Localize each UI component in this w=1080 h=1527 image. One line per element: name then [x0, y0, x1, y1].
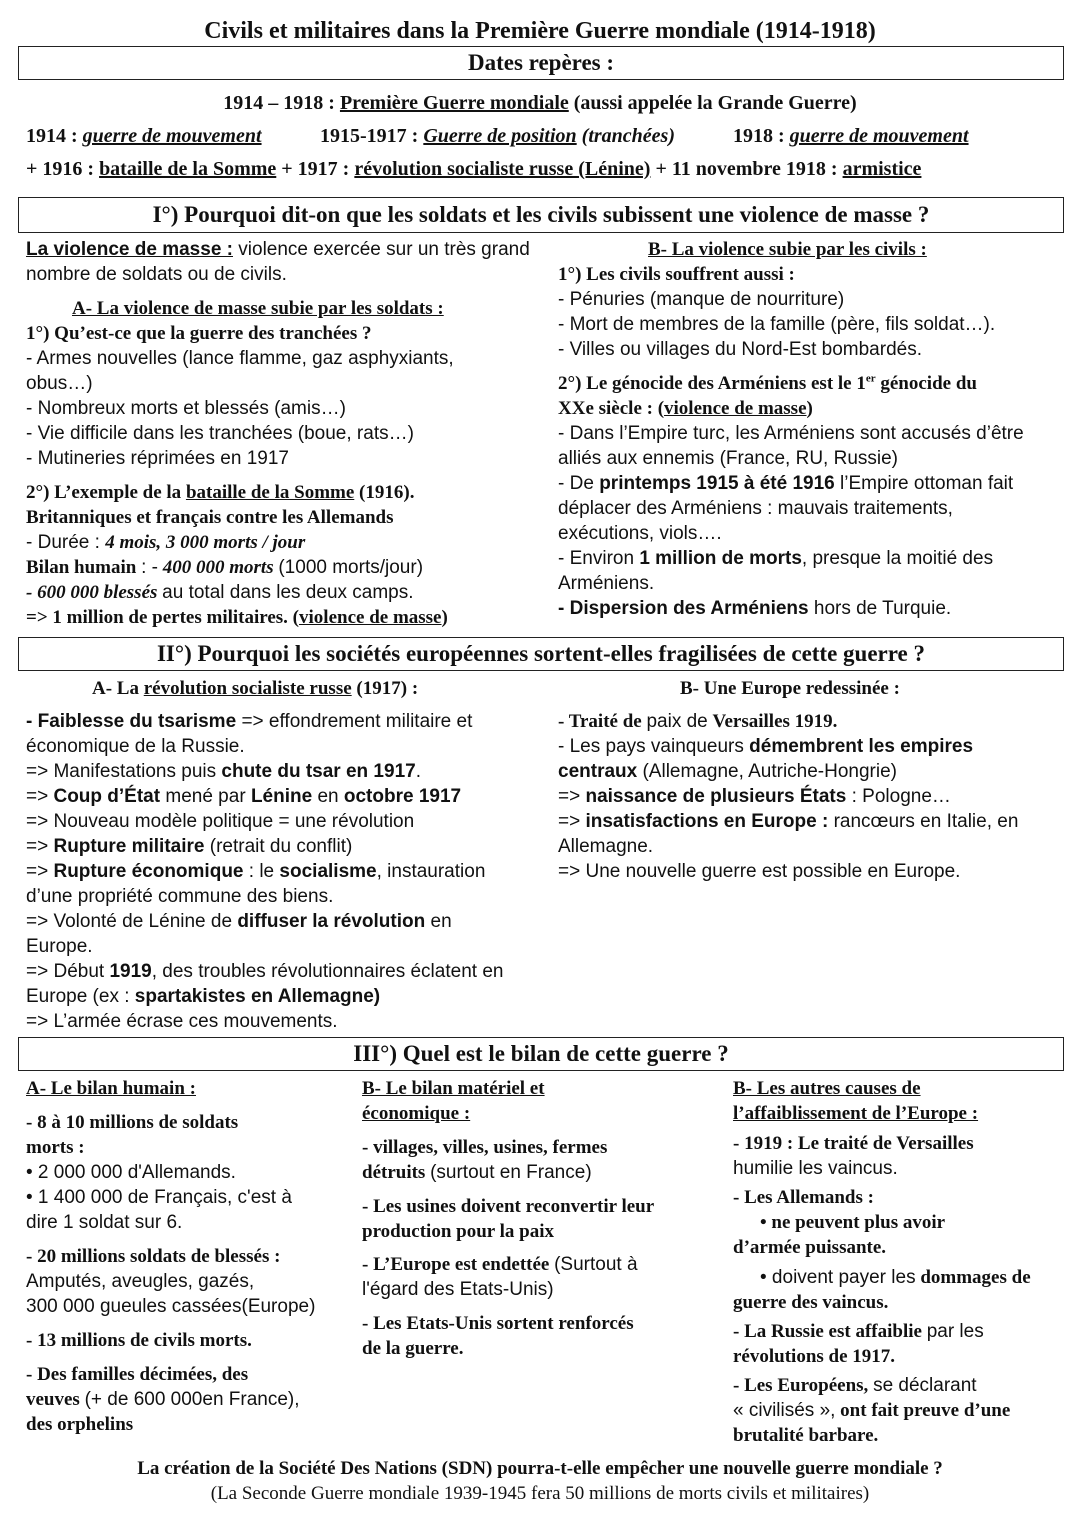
- s3-a-l4: • 1 400 000 de Français, c'est à: [26, 1187, 292, 1208]
- dates-l3-a1: + 1916 :: [26, 158, 95, 180]
- s3-b-l6: l'égard des Etats-Unis): [362, 1279, 554, 1300]
- s3-a-l10: - Des familles décimées, des: [26, 1364, 249, 1385]
- s1-a2-t1: 2°) L’exemple de la: [26, 482, 182, 503]
- s1-a1-l4: - Vie difficile dans les tranchées (boue, rats…): [26, 423, 414, 444]
- s1-b2-sup: er: [865, 372, 876, 385]
- s2-a-l3b: chute du tsar en 1917: [221, 761, 416, 782]
- s1-def-line1: [26, 237, 530, 262]
- s3-c-l5: d’armée puissante.: [733, 1237, 887, 1258]
- footer-question: La création de la Société Des Nations (SDN) pourra-t-elle empêcher une nouvelle guerre mondiale ?: [137, 1458, 943, 1479]
- s1-a2-l4b: au total dans les deux camps.: [162, 582, 414, 603]
- s2-a-l7a: =>: [26, 861, 49, 882]
- s1-b1-title: 1°) Les civils souffrent aussi :: [558, 264, 795, 285]
- s3-a-l12: des orphelins: [26, 1414, 134, 1435]
- s2-a-l2: économique de la Russie.: [26, 736, 245, 757]
- s3-c-l8b: par les: [926, 1321, 984, 1342]
- s1-a2-l3b: : -: [141, 557, 158, 578]
- s3-c-l2: humilie les vaincus.: [733, 1158, 898, 1179]
- dates-heading: Dates repères :: [18, 46, 1064, 80]
- s3-c-l3: - Les Allemands :: [733, 1187, 874, 1208]
- s1-def-line2: nombre de soldats ou de civils.: [26, 264, 287, 285]
- s2-b-l1c: Versailles 1919.: [712, 711, 838, 732]
- s2-b-l4a: =>: [558, 786, 581, 807]
- s2-a-l9a: => Volonté de Lénine de: [26, 911, 233, 932]
- s3-c-l12: brutalité barbare.: [733, 1425, 879, 1446]
- section-1-heading: I°) Pourquoi dit-on que les soldats et les civils subissent une violence de masse ?: [18, 197, 1064, 233]
- dates-l2-b3: guerre de mouvement: [789, 125, 969, 147]
- s1-b2-l5: exécutions, viols….: [558, 523, 722, 544]
- section-2-heading: II°) Pourquoi les sociétés européennes sortent-elles fragilisées de cette guerre ?: [18, 637, 1064, 671]
- s1-b1-l2: - Mort de membres de la famille (père, fils soldat…).: [558, 314, 996, 335]
- dates-l1-a: 1914 – 1918 :: [223, 92, 335, 114]
- s2-b-l5b: insatisfactions en Europe :: [585, 811, 829, 832]
- s3-c-l11a: « civilisés »,: [733, 1400, 836, 1421]
- s2-a-l7e: , instauration: [376, 861, 486, 882]
- s2-a-l4a: =>: [26, 786, 49, 807]
- s1-a1-l1: - Armes nouvelles (lance flamme, gaz asphyxiants,: [26, 348, 454, 369]
- s2-a-l1: [26, 709, 472, 734]
- dates-line-3: [26, 156, 921, 182]
- s1-a2-l1: Britanniques et français contre les Allemands: [26, 507, 394, 528]
- s3-b-l4: production pour la paix: [362, 1221, 554, 1242]
- s2-b-l2b: démembrent les empires: [749, 736, 974, 757]
- s2-b-l2: [558, 734, 973, 759]
- s3-b-l8: de la guerre.: [362, 1338, 464, 1359]
- s2-b-l3b: (Allemagne, Autriche-Hongrie): [642, 761, 897, 782]
- s1-a-title: A- La violence de masse subie par les soldats :: [72, 298, 444, 319]
- s2-a-l7d: socialisme: [279, 861, 377, 882]
- section-3-heading: III°) Quel est le bilan de cette guerre ?: [18, 1037, 1064, 1071]
- s2-a-l7: [26, 859, 485, 884]
- s2-a-l11: [26, 959, 503, 984]
- s1-a2-l5c: ): [441, 607, 448, 628]
- s2-a-l3c: .: [415, 761, 421, 782]
- s2-a-l5: => Nouveau modèle politique = une révolution: [26, 811, 415, 832]
- s1-b2-t2: génocide du: [880, 373, 977, 394]
- s1-a2-l3: [26, 555, 423, 580]
- s3-b-l2: [362, 1160, 592, 1185]
- s3-a-title: A- Le bilan humain :: [26, 1078, 196, 1099]
- s3-c-l6b: dommages de: [920, 1267, 1031, 1288]
- footer-note: (La Seconde Guerre mondiale 1939-1945 fera 50 millions de morts civils et militaires): [210, 1483, 870, 1504]
- s1-b2-l6b: 1 million de morts: [639, 548, 802, 569]
- s2-a-l3: [26, 759, 421, 784]
- s2-a-l4c: mené par: [165, 786, 246, 807]
- s2-a-l11c: , des troubles révolutionnaires éclatent en: [151, 961, 504, 982]
- s1-a2-l2: [26, 530, 305, 555]
- s1-b2-t1: 2°) Le génocide des Arméniens est le 1: [558, 373, 866, 394]
- s1-a1-l3: - Nombreux morts et blessés (amis…): [26, 398, 346, 419]
- s1-b2-l2: alliés aux ennemis (France, RU, Russie): [558, 448, 899, 469]
- s2-b-title: B- Une Europe redessinée :: [680, 678, 900, 699]
- s2-a-l1a: - Faiblesse du tsarisme: [26, 711, 237, 732]
- s2-a-t1: A- La: [92, 678, 139, 699]
- s2-b-l5a: =>: [558, 811, 581, 832]
- s1-a2-l5: [26, 605, 448, 630]
- s1-a2-title: [26, 480, 414, 505]
- s3-b-l2b: (surtout en France): [430, 1162, 592, 1183]
- dates-l2-a1: 1914 :: [26, 125, 78, 147]
- s2-a-l13: => L’armée écrase ces mouvements.: [26, 1011, 338, 1032]
- s3-b-l5b: (Surtout à: [554, 1254, 638, 1275]
- s1-b2-l8a: - Dispersion des Arméniens: [558, 598, 809, 619]
- s1-b2-t4: violence de masse: [664, 398, 807, 419]
- s1-b2-t3: XXe siècle : (: [558, 398, 665, 419]
- s1-b2-l6a: - Environ: [558, 548, 635, 569]
- s1-a2-l2a: - Durée :: [26, 532, 100, 553]
- s2-a-l9: [26, 909, 452, 934]
- s2-b-l5: [558, 809, 1018, 834]
- s2-a-l6c: (retrait du conflit): [209, 836, 353, 857]
- s1-a2-l2b: 4 mois, 3 000 morts / jour: [105, 532, 306, 553]
- s2-a-t2: révolution socialiste russe: [143, 678, 352, 699]
- s1-a1-title: 1°) Qu’est-ce que la guerre des tranchées ?: [26, 323, 372, 344]
- dates-line-2: [26, 123, 262, 149]
- s3-c-l8a: - La Russie est affaiblie: [733, 1321, 922, 1342]
- s3-a-l1: - 8 à 10 millions de soldats: [26, 1112, 239, 1133]
- s3-b-l5: [362, 1252, 638, 1277]
- s2-a-l4f: octobre 1917: [343, 786, 462, 807]
- s1-b2-title2: [558, 396, 813, 421]
- s2-a-l9b: diffuser la révolution: [237, 911, 426, 932]
- s3-c-title1: B- Les autres causes de: [733, 1078, 921, 1099]
- s1-a2-l4: [26, 580, 414, 605]
- s2-b-l4c: : Pologne…: [851, 786, 951, 807]
- s2-b-l3: [558, 759, 897, 784]
- s2-a-title: [92, 676, 418, 701]
- s1-a2-l3d: (1000 morts/jour): [278, 557, 424, 578]
- s1-b2-title: [558, 371, 977, 396]
- s1-b2-l8b: hors de Turquie.: [813, 598, 952, 619]
- s1-b2-l3c: l’Empire ottoman fait: [840, 473, 1014, 494]
- s3-a-l5: dire 1 soldat sur 6.: [26, 1212, 183, 1233]
- dates-l1-c: (aussi appelée la Grande Guerre): [573, 92, 857, 114]
- s2-a-l11a: => Début: [26, 961, 105, 982]
- s3-a-l7: Amputés, aveugles, gazés,: [26, 1271, 255, 1292]
- s2-a-l6a: =>: [26, 836, 49, 857]
- dates-l3-b1: bataille de la Somme: [99, 158, 277, 180]
- s2-a-l9c: en: [430, 911, 452, 932]
- dates-line-2c: [733, 123, 969, 149]
- s3-c-l1: - 1919 : Le traité de Versailles: [733, 1133, 974, 1154]
- s3-c-l10b: se déclarant: [873, 1375, 977, 1396]
- s2-b-l4: [558, 784, 951, 809]
- s3-a-l8: 300 000 gueules cassées(Europe): [26, 1296, 316, 1317]
- s2-b-l2a: - Les pays vainqueurs: [558, 736, 744, 757]
- s2-b-l4b: naissance de plusieurs États: [585, 786, 847, 807]
- s2-a-l7c: : le: [248, 861, 275, 882]
- dates-l3-b2: révolution socialiste russe (Lénine): [354, 158, 651, 180]
- dates-l3-b3: armistice: [842, 158, 922, 180]
- s1-b2-l6c: , presque la moitié des: [801, 548, 994, 569]
- s3-c-l7: guerre des vaincus.: [733, 1292, 889, 1313]
- s2-b-l1a: - Traité de: [558, 711, 642, 732]
- s2-a-l6: [26, 834, 352, 859]
- s2-a-l4b: Coup d’État: [53, 786, 161, 807]
- s3-c-title2: l’affaiblissement de l’Europe :: [733, 1103, 979, 1124]
- s2-a-l4e: en: [317, 786, 339, 807]
- dates-l2-a2: 1915-1917 :: [320, 125, 419, 147]
- s2-a-l6b: Rupture militaire: [53, 836, 205, 857]
- s2-a-l8: d’une propriété commune des biens.: [26, 886, 334, 907]
- s2-b-l3a: centraux: [558, 761, 638, 782]
- s2-a-l12: [26, 984, 380, 1009]
- s3-b-title1: B- Le bilan matériel et: [362, 1078, 545, 1099]
- s3-b-l3: - Les usines doivent reconvertir leur: [362, 1196, 655, 1217]
- dates-l1-b: Première Guerre mondiale: [339, 92, 569, 114]
- s3-c-l10: [733, 1373, 977, 1398]
- s2-a-l1b: => effondrement militaire et: [241, 711, 473, 732]
- s3-a-l11: [26, 1387, 300, 1412]
- s3-c-l11b: ont fait preuve d’une: [840, 1400, 1011, 1421]
- s3-b-l1: - villages, villes, usines, fermes: [362, 1137, 608, 1158]
- dates-line-1: [0, 90, 1080, 116]
- s1-a1-l2: obus…): [26, 373, 93, 394]
- s2-b-l1b: paix de: [646, 711, 708, 732]
- s2-a-l3a: => Manifestations puis: [26, 761, 217, 782]
- s1-b2-l1: - Dans l’Empire turc, les Arméniens sont accusés d’être: [558, 423, 1024, 444]
- s3-b-l5a: - L’Europe est endettée: [362, 1254, 550, 1275]
- s3-a-l3: • 2 000 000 d'Allemands.: [26, 1162, 236, 1183]
- s1-a2-l3a: Bilan humain: [26, 557, 137, 578]
- s1-a1-l5: - Mutineries réprimées en 1917: [26, 448, 289, 469]
- dates-l3-a3: + 11 novembre 1918 :: [655, 158, 838, 180]
- s1-b2-l3b: printemps 1915 à été 1916: [599, 473, 835, 494]
- s3-c-l4: • ne peuvent plus avoir: [760, 1212, 946, 1233]
- s1-def-text1: violence exercée sur un très grand: [238, 239, 530, 260]
- s1-b1-l3: - Villes ou villages du Nord-Est bombardés.: [558, 339, 922, 360]
- s1-b1-l1: - Pénuries (manque de nourriture): [558, 289, 845, 310]
- dates-line-2b: [320, 123, 675, 149]
- s1-b2-l8: [558, 596, 951, 621]
- s3-a-l2: morts :: [26, 1137, 85, 1158]
- s1-b-title: B- La violence subie par les civils :: [648, 239, 927, 260]
- s2-b-l1: [558, 709, 837, 734]
- s2-b-l7: => Une nouvelle guerre est possible en Europe.: [558, 861, 961, 882]
- s3-b-l7: - Les Etats-Unis sortent renforcés: [362, 1313, 634, 1334]
- s3-a-l11a: veuves: [26, 1389, 80, 1410]
- page-title: Civils et militaires dans la Première Guerre mondiale (1914-1918): [204, 18, 876, 44]
- s3-c-l6a: • doivent payer les: [760, 1267, 916, 1288]
- s1-a2-l5a: => 1 million de pertes militaires. (: [26, 607, 300, 628]
- s1-b2-l3: [558, 471, 1013, 496]
- s1-a2-t3: (1916).: [359, 482, 415, 503]
- s2-a-l12b: spartakistes en Allemagne): [134, 986, 381, 1007]
- s2-a-l4: [26, 784, 461, 809]
- s1-b2-l4: déplacer des Arméniens : mauvais traitements,: [558, 498, 953, 519]
- s1-a2-t2: bataille de la Somme: [185, 482, 355, 503]
- s3-c-l6: [760, 1265, 1031, 1290]
- s2-a-l10: Europe.: [26, 936, 93, 957]
- s1-b2-l7: Arméniens.: [558, 573, 655, 594]
- s3-c-l9: révolutions de 1917.: [733, 1346, 896, 1367]
- s2-a-t3: (1917) :: [356, 678, 419, 699]
- s3-c-l10a: - Les Européens,: [733, 1375, 869, 1396]
- s1-a2-l4a: - 600 000 blessés: [26, 582, 158, 603]
- s1-a2-l3c: 400 000 morts: [162, 557, 274, 578]
- s2-a-l12a: Europe (ex :: [26, 986, 130, 1007]
- s3-a-l9: - 13 millions de civils morts.: [26, 1330, 252, 1351]
- s3-b-l2a: détruits: [362, 1162, 426, 1183]
- s2-a-l7b: Rupture économique: [53, 861, 244, 882]
- s1-def-term: La violence de masse :: [26, 239, 233, 260]
- s3-a-l11b: (+ de 600 000en France),: [84, 1389, 300, 1410]
- s1-b2-l3a: - De: [558, 473, 594, 494]
- s3-b-title2: économique :: [362, 1103, 471, 1124]
- s3-c-l11: [733, 1398, 1010, 1423]
- s2-a-l11b: 1919: [109, 961, 152, 982]
- s3-c-l8: [733, 1319, 984, 1344]
- s2-b-l6: Allemagne.: [558, 836, 654, 857]
- s3-a-l6: - 20 millions soldats de blessés :: [26, 1246, 281, 1267]
- dates-l3-a2: + 1917 :: [281, 158, 350, 180]
- dates-l2-c2: (tranchées): [581, 125, 675, 147]
- s2-b-l5c: rancœurs en Italie, en: [833, 811, 1019, 832]
- dates-l2-a3: 1918 :: [733, 125, 785, 147]
- s1-b2-t5: ): [806, 398, 813, 419]
- s1-b2-l6: [558, 546, 993, 571]
- dates-l2-b2: Guerre de position: [423, 125, 577, 147]
- s2-a-l4d: Lénine: [250, 786, 313, 807]
- dates-l2-b1: guerre de mouvement: [82, 125, 262, 147]
- s1-a2-l5b: violence de masse: [299, 607, 442, 628]
